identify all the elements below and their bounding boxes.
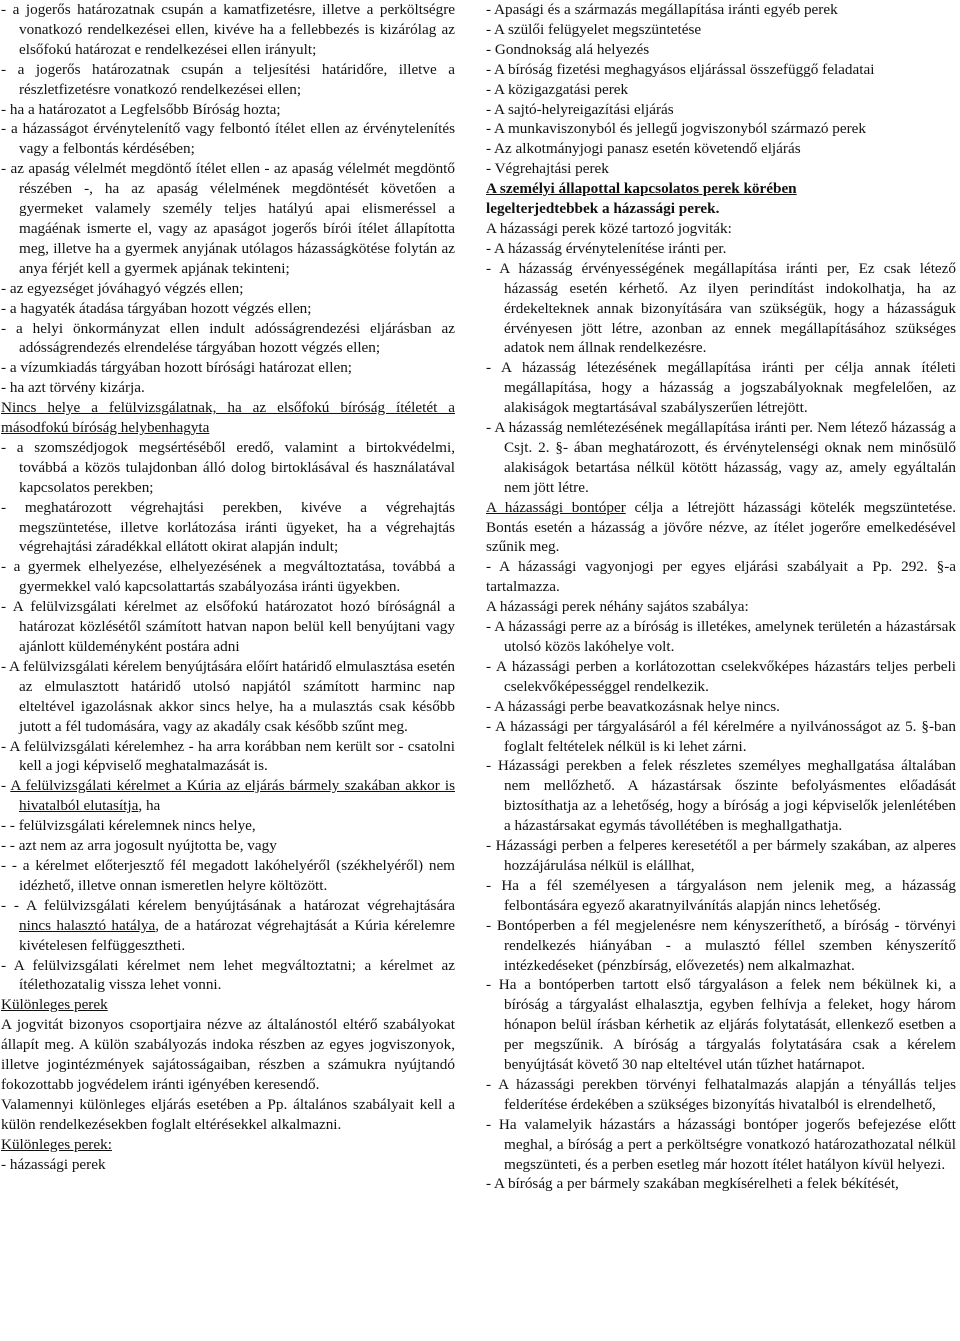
list-item: - A házasság létezésének megállapítása iránti per célja annak ítéleti megállapítása, hogy a házasság a jogszabályoknak megfelelően, az alakiságok megtartásával szabályszerűen létrejött.	[486, 359, 956, 417]
list-item: - a jogerős határozatnak csupán a kamatfizetésre, illetve a perköltségre vonatkozó rendelkezései ellen, kivéve ha a fellebbezés is kizárólag az elsőfokú határozat e rendelkezései ellen irányult;	[1, 1, 455, 58]
list-item: - A sajtó-helyreigazítási eljárás	[486, 100, 674, 118]
halaszto-underlined: nincs halasztó hatálya	[19, 916, 156, 934]
left-column	[1, 0, 455, 1174]
heading-kulonleges-text: Különleges perek	[1, 996, 108, 1014]
list-item: - A felülvizsgálati kérelem benyújtására előírt határidő elmulasztása esetén az elmulasztott határidő utolsó napjától számított harminc nap elteltével igazolásnak akkor sincs helye, ha a mulasztás csak később jutott a fél tudomására, vagy az akadály csak később szűnt meg.	[1, 657, 455, 735]
intro-list	[1, 0, 455, 398]
sajatos-intro: A házassági perek néhány sajátos szabálya:	[486, 598, 749, 616]
list-item: - A közigazgatási perek	[486, 80, 629, 98]
heading-nincs-helye-text: Nincs helye a felülvizsgálatnak, ha az elsőfokú bíróság ítéletét a másodfokú bíróság helybenhagyta	[1, 399, 455, 437]
list-item: - a gyermek elhelyezése, elhelyezésének a megváltoztatása, továbbá a gyermekkel való kapcsolattartás szabályozása iránti ügyekben.	[1, 558, 455, 596]
list-item: - A munkaviszonyból és jellegű jogviszonyból származó perek	[486, 120, 867, 138]
list-item: - ha a határozatot a Legfelsőbb Bíróság hozta;	[1, 100, 281, 118]
list-item: - a szomszédjogok megsértéséből eredő, valamint a birtokvédelmi, továbbá a közös tulajdonban álló dolog birtoklásával és használatával kapcsolatos perekben;	[1, 438, 455, 496]
right-column	[486, 0, 956, 1194]
heading-nincs-helye	[1, 398, 455, 438]
bontoper-underlined: A házassági bontóper	[486, 498, 626, 516]
list-item: - A házassági perre az a bíróság is illetékes, amelynek területén a házastársak utolsó közös lakóhelye volt.	[486, 618, 956, 655]
list-item: - A bíróság fizetési meghagyásos eljárással összefüggő feladatai	[486, 60, 875, 78]
list-item: - A házassági per tárgyalásáról a fél kérelmére a nyilvánosságot az 5. §-ban foglalt feltételek nélkül is ki lehet zárni.	[486, 717, 956, 755]
list-item: - az egyezséget jóváhagyó végzés ellen;	[1, 279, 244, 297]
halaszto-post: , de a határozat végrehajtását a Kúria kérelemre kivételesen felfüggesztheti.	[19, 916, 455, 954]
list-item: - Házassági perekben a felek részletes személyes meghallgatása általában nem mellőzhető. A házastársak őszinte befolyásmentes előadását biztosíthatja az a lehetőség, hogy a bíróság a jogi képviselők jelenlétében a házastársakat egymás távollétében is meghallgathatja.	[486, 757, 956, 835]
list-item: - A házasság érvénytelenítése iránti per.	[486, 239, 727, 257]
list-item: - - azt nem az arra jogosult nyújtotta be, vagy	[1, 837, 277, 855]
nincs-helye-list	[1, 438, 455, 597]
tartozik-intro: A házassági perek közé tartozó jogviták:	[486, 219, 732, 237]
list-item: - A felülvizsgálati kérelmet az elsőfokú határozatot hozó bíróságnál a határozat közlésétől számított hatvan napon belül kell benyújtani vagy ajánlott küldeményként postára adni	[1, 598, 455, 655]
list-item: - A bíróság a per bármely szakában megkísérelheti a felek békítését,	[486, 1175, 899, 1193]
visszavon-item: - A felülvizsgálati kérelmet nem lehet megváltoztatni; a kérelmet az ítélethozatalig vissza lehet vonni.	[1, 956, 455, 994]
sajatos-list	[486, 617, 956, 1194]
list-item: - a jogerős határozatnak csupán a teljesítési határidőre, illetve a részletfizetésre vonatkozó rendelkezései ellen;	[1, 60, 455, 98]
bontoper-paragraph	[486, 498, 956, 558]
list-item: - A házassági perben a korlátozottan cselekvőképes házastárs teljes perbeli cselekvőképességgel rendelkezik.	[486, 657, 956, 695]
list-item: - Gondnokság alá helyezés	[486, 40, 650, 58]
halaszto-pre: - - A felülvizsgálati kérelem benyújtásának a határozat végrehajtására	[1, 896, 455, 914]
procedure-list	[1, 597, 455, 776]
heading-kulonleges	[1, 995, 455, 1015]
list-item: - ha azt törvény kizárja.	[1, 379, 145, 397]
top-list	[486, 0, 956, 179]
halaszto-item	[1, 896, 455, 956]
heading-kulonleges-perek	[1, 1135, 455, 1155]
list-item: - A házasság érvényességének megállapítása iránti per, Ez csak létező házasság esetén kérhető. Az ilyen perindítást indokolhatja, ha az érdekelteknek annak bizonyítására van szükségük, hogy a házasságuk érvényesen jött létre, azonban az ennek megállapításához szükséges adatok nem állnak rendelkezésre.	[486, 259, 956, 357]
list-item: - a házasságot érvénytelenítő vagy felbontó ítélet ellen az érvénytelenítés vagy a felbontás kérdésében;	[1, 120, 455, 158]
heading-szemelyi-text: A személyi állapottal kapcsolatos perek körében	[486, 180, 797, 198]
list-item: - A házasság nemlétezésének megállapítása iránti per. Nem létező házasság a Csjt. 2. §- ában meghatározott, és érvénytelenségi oknak nem minősülő alakiságok betartása nélkül kötött házasság, vagy az, amely egyáltalán nem jött létre.	[486, 419, 956, 496]
tartozik-list	[486, 239, 956, 498]
list-item: - az apaság vélelmét megdöntő ítélet ellen - az apaság vélelmét megdöntő részében -, ha az apaság vélelmének megdöntését követően a gyermeket valamely személy teljes hatályú apai elismeréssel a magáénak ismerte el, vagy az apaságot jogerős bírói ítélet állapította meg, illetve ha a gyermek anyjának utólagos házasságkötése folytán az anya férjét kell a gyermek apjának tekinteni;	[1, 160, 455, 277]
list-item: - Házassági perben a felperes keresetétől a per bármely szakában, az alperes hozzájárulása nélkül is elállhat,	[486, 837, 956, 874]
list-item: - Apasági és a származás megállapítása iránti egyéb perek	[486, 1, 838, 18]
last-item: - házassági perek	[1, 1155, 106, 1173]
elutasitja-post: , ha	[138, 797, 161, 815]
list-item: - a helyi önkormányzat ellen indult adósságrendezési eljárásban az adósságrendezés elrendelése tárgyában hozott végzés ellen;	[1, 319, 455, 357]
list-item: - a vízumkiadás tárgyában hozott bírósági határozat ellen;	[1, 359, 353, 377]
bontoper-rest: célja a létrejött házassági kötelék megszüntetése. Bontás esetén a házasság a jövőre nézve, az ítélet jogerőre emelkedésével szűnik meg.	[486, 498, 956, 556]
list-item: - A házassági perekben törvényi felhatalmazás alapján a tényállás teljes felderítése érdekében a szükséges bizonyítás hivatalból is elrendelhető,	[486, 1075, 956, 1113]
list-item: - Bontóperben a fél megjelenésre nem kényszeríthető, a bíróság - törvényi rendelkezés hiányában - a mulasztó féllel szemben kényszerítő intézkedéseket (pénzbírság, elővezetés) nem alkalmazhat.	[486, 916, 956, 974]
elutasitja-item	[1, 776, 455, 816]
list-item: - A házassági perbe beavatkozásnak helye nincs.	[486, 697, 780, 715]
list-item: - - felülvizsgálati kérelemnek nincs helye,	[1, 817, 256, 835]
elutasitja-underlined: A felülvizsgálati kérelmet a Kúria az eljárás bármely szakában akkor is hivatalból elutasítja	[10, 777, 455, 815]
list-item: - meghatározott végrehajtási perekben, kivéve a végrehajtás megszüntetése, illetve korlátozása iránti ügyeket, ha a végrehajtás végrehajtási záradékkal ellátott okirat alapján indult;	[1, 498, 455, 556]
list-item: - A szülői felügyelet megszüntetése	[486, 20, 702, 38]
heading-szemelyi-bold: legelterjedtebbek a házassági perek.	[486, 200, 720, 218]
list-item: - Az alkotmányjogi panasz esetén követendő eljárás	[486, 140, 801, 158]
heading-kulonleges-perek-text: Különleges perek:	[1, 1135, 112, 1153]
list-item: - Ha a bontóperben tartott első tárgyaláson a felek nem békülnek ki, a bíróság a tárgyalást elhalasztja, egyben felhívja a feleket, hogy három hónapon belül írásban kérhetik az eljárás folytatását, ellenkező esetben a per megszűnik. A bíróság a tárgyalás folytatására csak a kérelem benyújtását követő 30 nap elteltével után tűzhet határnapot.	[486, 976, 956, 1074]
vagyonjogi-item: - A házassági vagyonjogi per egyes eljárási szabályait a Pp. 292. §-a tartalmazza.	[486, 558, 956, 596]
kulonleges-paragraph-2: Valamennyi különleges eljárás esetében a Pp. általános szabályait kell a külön rendelkezésekben foglalt eltérésekkel alkalmazni.	[1, 1095, 455, 1133]
elutasitja-list	[1, 816, 455, 896]
elutasitja-dash: -	[1, 777, 11, 795]
list-item: - Végrehajtási perek	[486, 160, 609, 178]
list-item: - Ha valamelyik házastárs a házassági bontóper jogerős befejezése előtt meghal, a bíróság a pert a perköltségre vonatkozó határozathozatal nélkül megszünteti, és a perben esetleg már hozott ítélet hatályon kívül helyezi.	[486, 1115, 956, 1173]
list-item: - Ha a fél személyesen a tárgyaláson nem jelenik meg, a házasság felbontására egyező akaratnyilvánítás alapján nincs lehetőség.	[486, 876, 956, 914]
list-item: - a hagyaték átadása tárgyában hozott végzés ellen;	[1, 299, 312, 317]
heading-szemelyi	[486, 179, 956, 219]
list-item: - - a kérelmet előterjesztő fél megadott lakóhelyéről (székhelyéről) nem idézhető, illetve onnan ismeretlen helyre költözött.	[1, 856, 455, 894]
kulonleges-paragraph-1: A jogvitát bizonyos csoportjaira nézve az általánostól eltérő szabályokat állapít meg. A külön szabályozás indoka részben az egyes jogviszonyok, illetve jogintézmények sajátosságaiban, részben a számukra nyújtandó fokozottabb jogvédelem iránti igényében keresendő.	[1, 1016, 455, 1093]
list-item: - A felülvizsgálati kérelemhez - ha arra korábban nem került sor - csatolni kell a jogi képviselő meghatalmazását is.	[1, 737, 455, 775]
